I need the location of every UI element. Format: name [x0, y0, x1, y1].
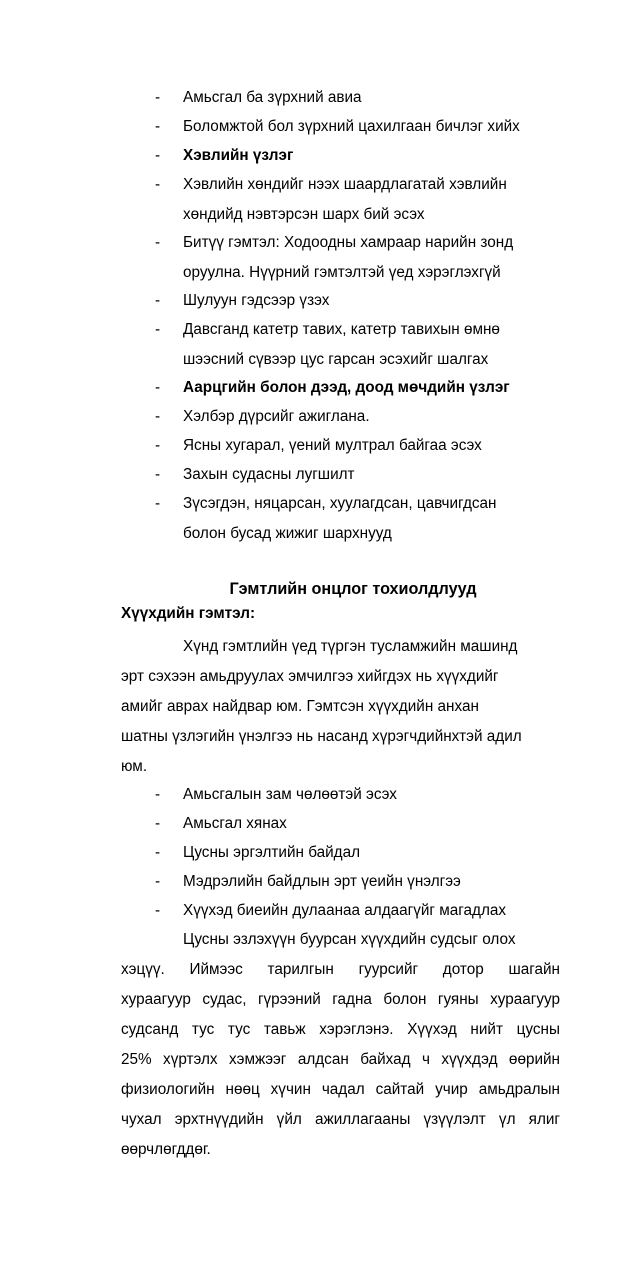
list-item-line: шээсний сүвээр цус гарсан эсэхийг шалгах: [183, 350, 489, 368]
list-item-text: Ясны хугарал, үений мултрал байгаа эсэх: [183, 437, 482, 454]
bullet-dash: -: [155, 379, 161, 396]
bullet-dash: -: [155, 118, 161, 135]
paragraph-line: физиологийн нөөц хүчин чадал сайтай учир амьдралын: [121, 1081, 560, 1098]
section-title-limbs: Аарцгийн болон дээд, доод мөчдийн үзлэг: [183, 379, 510, 396]
bullet-dash: -: [155, 844, 161, 861]
list-item-text: Захын судасны лугшилт: [183, 466, 355, 483]
bullet-dash: -: [155, 408, 161, 425]
list-item-text: Шулуун гэдсээр үзэх: [183, 292, 330, 309]
list-item-line: болон бусад жижиг шархнууд: [183, 524, 392, 542]
bullet-dash: -: [155, 292, 161, 309]
paragraph-line: хураагуур судас, гүрээний гадна болон гуяны хураагуур: [121, 991, 560, 1008]
subsection-heading: Хүүхдийн гэмтэл:: [121, 605, 256, 622]
list-item-line: хөндийд нэвтэрсэн шарх бий эсэх: [183, 205, 425, 223]
list-item-text: Хэлбэр дүрсийг ажиглана.: [183, 408, 370, 425]
list-item-text: [183, 489, 563, 549]
paragraph-line: эрт сэхээн амьдруулах эмчилгээ хийгдэх нь хүүхдийг: [121, 668, 499, 685]
list-item-text: Мэдрэлийн байдлын эрт үеийн үнэлгээ: [183, 873, 461, 890]
list-item-line: Хэвлийн хөндийг нээх шаардлагатай хэвлийн: [183, 176, 507, 193]
bullet-dash: -: [155, 466, 161, 483]
bullet-dash: -: [155, 321, 161, 338]
list-item-line: Битүү гэмтэл: Ходоодны хамраар нарийн зонд: [183, 234, 514, 251]
paragraph-intro: [121, 632, 560, 782]
list-item-text: [183, 315, 563, 375]
list-item-line: Зүсэгдэн, няцарсан, хуулагдсан, цавчигдсан: [183, 495, 497, 512]
bullet-dash: -: [155, 786, 161, 803]
bullet-dash: -: [155, 437, 161, 454]
paragraph-line: шатны үзлэгийн үнэлгээ нь насанд хүрэгчдийнхтэй адил: [121, 728, 522, 745]
list-item-text: Хүүхэд биеийн дулаанаа алдаагүйг магадлах: [183, 902, 507, 919]
list-item-line: Давсганд катетр тавих, катетр тавихын өмнө: [183, 321, 500, 338]
list-item-text: Амьсгал ба зүрхний авиа: [183, 89, 362, 106]
list-item-line: оруулна. Нүүрний гэмтэлтэй үед хэрэглэхгүй: [183, 263, 501, 281]
paragraph-line: чухал эрхтнүүдийн үйл ажиллагааны үзүүлэлт үл ялиг: [121, 1111, 560, 1128]
section-title-abdomen: Хэвлийн үзлэг: [183, 147, 294, 164]
bullet-dash: -: [155, 902, 161, 919]
bullet-dash: -: [155, 495, 161, 512]
list-item-text: Амьсгал хянах: [183, 815, 287, 832]
paragraph-blood-volume: [121, 925, 560, 1165]
list-item-text: Боломжтой бол зүрхний цахилгаан бичлэг хийх: [183, 118, 520, 135]
paragraph-line: амийг аврах найдвар юм. Гэмтсэн хүүхдийн анхан: [121, 698, 479, 715]
list-item-text: Цусны эргэлтийн байдал: [183, 844, 361, 861]
paragraph-line: судсанд тус тус тавьж хэрэглэнэ. Хүүхэд нийт цусны: [121, 1021, 560, 1038]
bullet-dash: -: [155, 815, 161, 832]
paragraph-line: хэцүү. Иймээс тарилгын гуурсийг дотор шагайн: [121, 961, 560, 978]
paragraph-line: Цусны эзлэхүүн буурсан хүүхдийн судсыг олох: [183, 931, 516, 948]
list-item-text: [183, 170, 563, 230]
bullet-dash: -: [155, 873, 161, 890]
paragraph-line: Хүнд гэмтлийн үед түргэн тусламжийн машинд: [183, 638, 518, 655]
section-heading: Гэмтлийн онцлог тохиолдлууд: [229, 580, 477, 598]
bullet-dash: -: [155, 176, 161, 193]
list-item-text: [183, 228, 563, 288]
bullet-dash: -: [155, 234, 161, 251]
paragraph-line: өөрчлөгддөг.: [121, 1141, 211, 1158]
bullet-dash: -: [155, 89, 161, 106]
paragraph-line: 25% хүртэлх хэмжээг алдсан байхад ч хүүхдэд өөрийн: [121, 1051, 560, 1068]
bullet-dash: -: [155, 147, 161, 164]
list-item-text: Амьсгалын зам чөлөөтэй эсэх: [183, 786, 397, 803]
paragraph-line: юм.: [121, 758, 148, 775]
